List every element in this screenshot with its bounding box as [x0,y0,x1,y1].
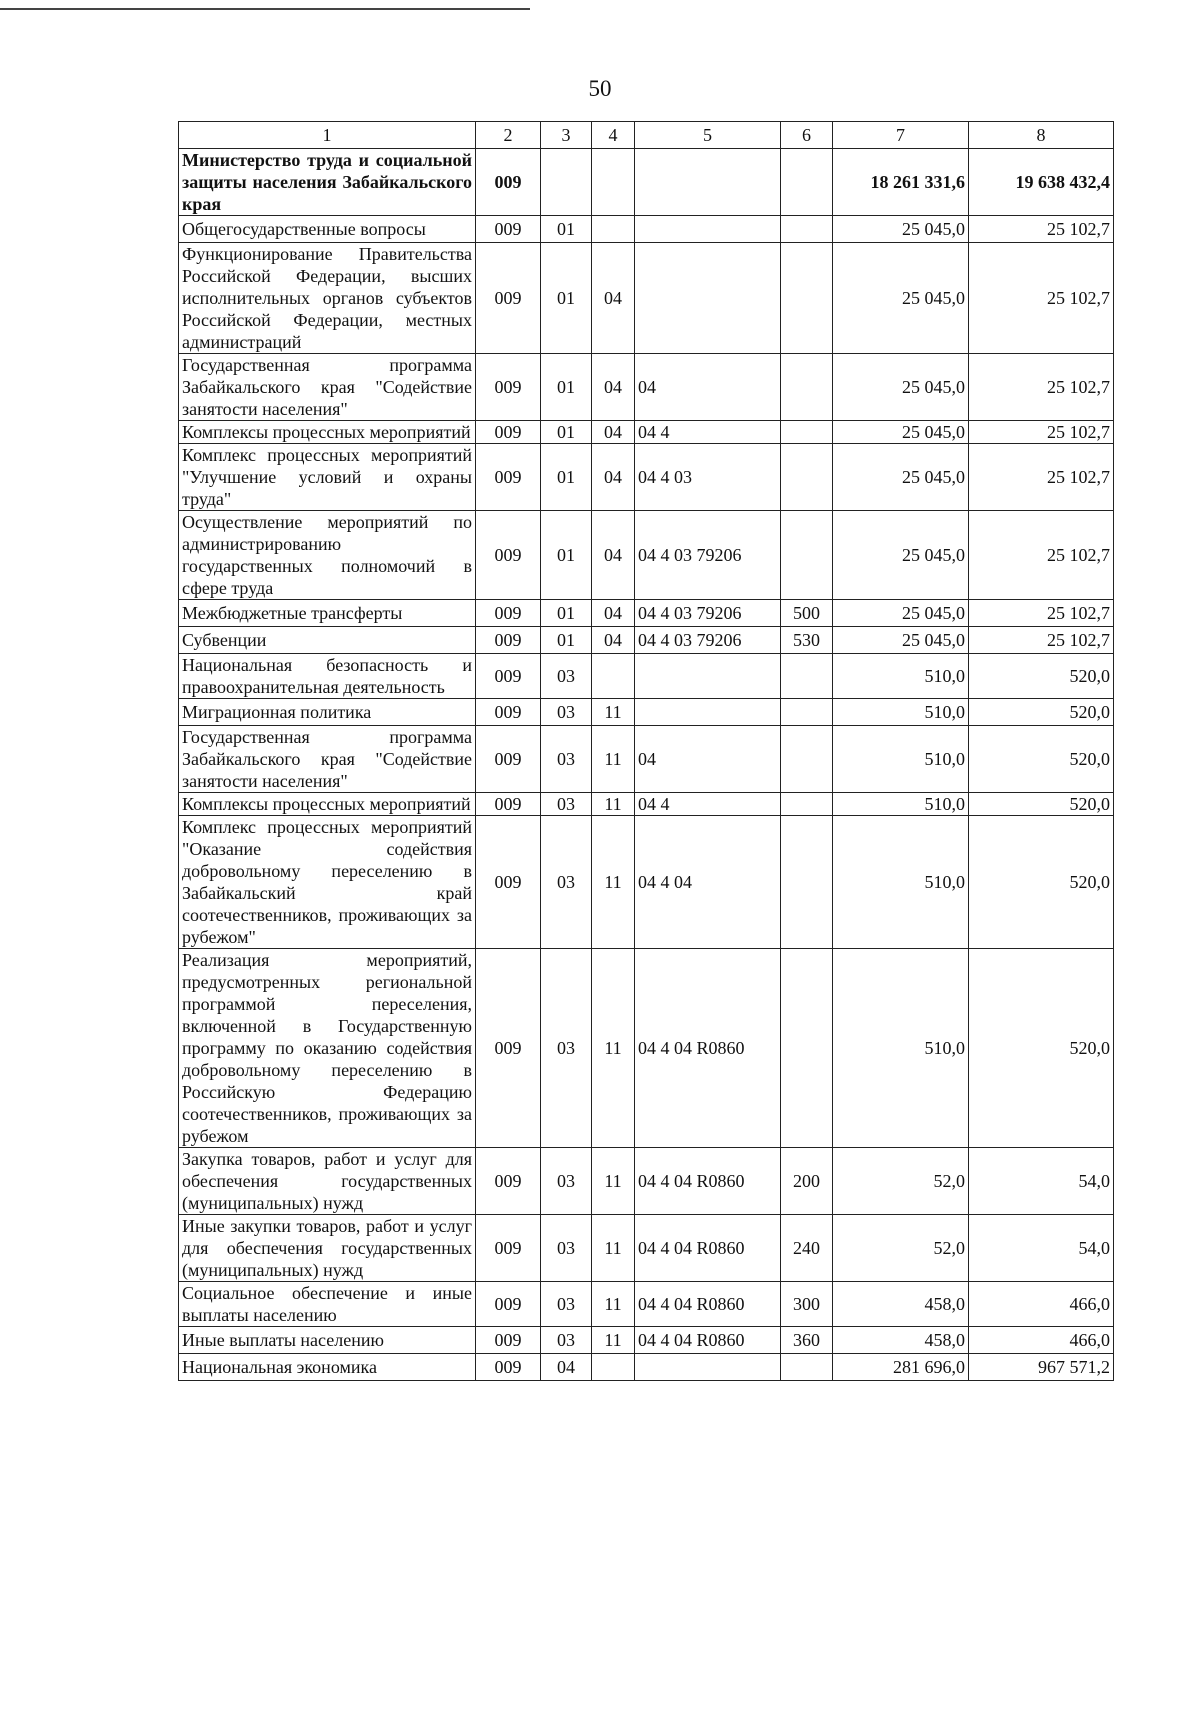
row-amount-col8: 520,0 [969,699,1114,726]
row-name: Комплекс процессных мероприятий "Оказание содействия добровольному переселению в Забайкальский край соотечественников, проживающих за рубежом" [179,816,476,949]
row-expense-type [781,949,833,1148]
table-row [179,149,1114,216]
header-col-8: 8 [969,122,1114,149]
row-name: Иные выплаты населению [179,1327,476,1354]
header-col-7: 7 [833,122,969,149]
row-ministry-code: 009 [476,627,541,654]
row-amount-col8: 25 102,7 [969,627,1114,654]
row-name: Комплексы процессных мероприятий [179,793,476,816]
table-body [179,149,1114,1381]
row-section-code: 01 [541,354,592,421]
row-ministry-code: 009 [476,1215,541,1282]
row-name: Государственная программа Забайкальского края "Содействие занятости населения" [179,354,476,421]
row-ministry-code: 009 [476,444,541,511]
table-row [179,1215,1114,1282]
row-subsection-code: 04 [592,511,635,600]
row-section-code: 03 [541,654,592,699]
row-amount-col7: 458,0 [833,1282,969,1327]
row-expense-type [781,421,833,444]
row-subsection-code: 04 [592,354,635,421]
table-row [179,816,1114,949]
table-row [179,1327,1114,1354]
page-top-rule [0,8,530,10]
row-target-article: 04 4 [635,793,781,816]
row-section-code: 03 [541,1282,592,1327]
row-section-code: 03 [541,816,592,949]
row-name: Социальное обеспечение и иные выплаты населению [179,1282,476,1327]
row-target-article: 04 4 04 R0860 [635,1215,781,1282]
row-section-code: 03 [541,1215,592,1282]
row-name: Закупка товаров, работ и услуг для обеспечения государственных (муниципальных) нужд [179,1148,476,1215]
row-expense-type: 240 [781,1215,833,1282]
row-section-code [541,149,592,216]
table-row [179,354,1114,421]
row-ministry-code: 009 [476,816,541,949]
row-ministry-code: 009 [476,216,541,243]
row-name: Национальная безопасность и правоохранительная деятельность [179,654,476,699]
row-amount-col8: 25 102,7 [969,444,1114,511]
row-amount-col7: 52,0 [833,1215,969,1282]
row-expense-type [781,216,833,243]
row-subsection-code: 11 [592,793,635,816]
row-section-code: 01 [541,600,592,627]
row-target-article: 04 [635,726,781,793]
header-col-3: 3 [541,122,592,149]
row-ministry-code: 009 [476,354,541,421]
row-amount-col8: 520,0 [969,816,1114,949]
row-target-article: 04 4 03 [635,444,781,511]
row-target-article [635,216,781,243]
row-section-code: 04 [541,1354,592,1381]
row-subsection-code: 11 [592,1215,635,1282]
header-row [179,122,1114,149]
row-amount-col7: 510,0 [833,793,969,816]
row-subsection-code: 11 [592,699,635,726]
row-section-code: 01 [541,511,592,600]
table-row [179,1282,1114,1327]
row-subsection-code: 04 [592,600,635,627]
row-name: Общегосударственные вопросы [179,216,476,243]
row-target-article: 04 4 04 [635,816,781,949]
table-row [179,243,1114,354]
row-expense-type [781,511,833,600]
row-name: Реализация мероприятий, предусмотренных региональной программой переселения, включенной в Государственную программу по оказанию содействия добровольному переселению в Российскую Федерацию соотечественников, проживающих за рубежом [179,949,476,1148]
row-amount-col7: 18 261 331,6 [833,149,969,216]
row-amount-col7: 510,0 [833,726,969,793]
row-ministry-code: 009 [476,699,541,726]
row-target-article [635,654,781,699]
row-name: Комплексы процессных мероприятий [179,421,476,444]
table-row [179,511,1114,600]
row-amount-col7: 510,0 [833,699,969,726]
row-expense-type [781,149,833,216]
row-target-article: 04 4 04 R0860 [635,1282,781,1327]
row-amount-col8: 25 102,7 [969,511,1114,600]
row-subsection-code: 04 [592,444,635,511]
row-subsection-code: 11 [592,816,635,949]
row-target-article: 04 4 04 R0860 [635,1327,781,1354]
row-amount-col7: 25 045,0 [833,627,969,654]
row-amount-col8: 54,0 [969,1148,1114,1215]
row-subsection-code [592,1354,635,1381]
row-ministry-code: 009 [476,654,541,699]
table-row [179,793,1114,816]
row-target-article [635,149,781,216]
row-expense-type [781,816,833,949]
table-row [179,699,1114,726]
header-col-2: 2 [476,122,541,149]
row-name: Национальная экономика [179,1354,476,1381]
row-ministry-code: 009 [476,1282,541,1327]
row-expense-type [781,793,833,816]
page-number: 50 [588,76,612,101]
row-amount-col8: 25 102,7 [969,354,1114,421]
row-expense-type [781,1354,833,1381]
row-name: Субвенции [179,627,476,654]
row-name: Функционирование Правительства Российской Федерации, высших исполнительных органов субъектов Российской Федерации, местных администраций [179,243,476,354]
row-name: Комплекс процессных мероприятий "Улучшение условий и охраны труда" [179,444,476,511]
row-target-article [635,243,781,354]
row-expense-type: 200 [781,1148,833,1215]
row-subsection-code [592,216,635,243]
row-amount-col8: 25 102,7 [969,600,1114,627]
row-amount-col7: 281 696,0 [833,1354,969,1381]
budget-table [178,121,1114,1381]
row-target-article [635,699,781,726]
table-row [179,627,1114,654]
row-ministry-code: 009 [476,793,541,816]
row-amount-col8: 19 638 432,4 [969,149,1114,216]
table-row [179,726,1114,793]
row-amount-col7: 25 045,0 [833,511,969,600]
row-amount-col7: 25 045,0 [833,600,969,627]
row-subsection-code: 11 [592,1282,635,1327]
row-section-code: 01 [541,216,592,243]
row-subsection-code: 04 [592,627,635,654]
row-expense-type: 530 [781,627,833,654]
row-subsection-code [592,149,635,216]
row-target-article: 04 4 04 R0860 [635,949,781,1148]
row-target-article [635,1354,781,1381]
header-col-6: 6 [781,122,833,149]
row-ministry-code: 009 [476,949,541,1148]
row-amount-col7: 510,0 [833,816,969,949]
row-name: Иные закупки товаров, работ и услуг для обеспечения государственных (муниципальных) нужд [179,1215,476,1282]
row-expense-type [781,354,833,421]
row-ministry-code: 009 [476,421,541,444]
row-amount-col7: 25 045,0 [833,444,969,511]
row-target-article: 04 [635,354,781,421]
row-name: Межбюджетные трансферты [179,600,476,627]
row-section-code: 01 [541,243,592,354]
row-ministry-code: 009 [476,600,541,627]
row-ministry-code: 009 [476,149,541,216]
row-section-code: 03 [541,1327,592,1354]
row-amount-col8: 466,0 [969,1327,1114,1354]
row-subsection-code: 11 [592,1148,635,1215]
row-subsection-code: 11 [592,949,635,1148]
row-section-code: 03 [541,949,592,1148]
row-amount-col8: 520,0 [969,654,1114,699]
row-section-code: 03 [541,699,592,726]
row-section-code: 01 [541,421,592,444]
row-ministry-code: 009 [476,1148,541,1215]
row-subsection-code: 11 [592,1327,635,1354]
row-ministry-code: 009 [476,511,541,600]
row-amount-col8: 967 571,2 [969,1354,1114,1381]
table-row [179,654,1114,699]
row-amount-col7: 25 045,0 [833,243,969,354]
row-amount-col8: 520,0 [969,726,1114,793]
row-amount-col8: 54,0 [969,1215,1114,1282]
table-row [179,1354,1114,1381]
row-amount-col8: 466,0 [969,1282,1114,1327]
row-expense-type [781,699,833,726]
row-amount-col7: 458,0 [833,1327,969,1354]
row-expense-type: 360 [781,1327,833,1354]
row-amount-col8: 25 102,7 [969,216,1114,243]
header-col-1: 1 [179,122,476,149]
row-target-article: 04 4 03 79206 [635,627,781,654]
row-amount-col7: 510,0 [833,654,969,699]
header-col-4: 4 [592,122,635,149]
row-ministry-code: 009 [476,1327,541,1354]
row-ministry-code: 009 [476,243,541,354]
row-target-article: 04 4 03 79206 [635,511,781,600]
row-expense-type [781,444,833,511]
row-ministry-code: 009 [476,1354,541,1381]
row-subsection-code: 04 [592,421,635,444]
row-amount-col7: 25 045,0 [833,421,969,444]
row-section-code: 01 [541,627,592,654]
row-section-code: 03 [541,726,592,793]
row-target-article: 04 4 [635,421,781,444]
row-target-article: 04 4 03 79206 [635,600,781,627]
row-ministry-code: 009 [476,726,541,793]
table-row [179,949,1114,1148]
row-expense-type [781,654,833,699]
row-subsection-code: 11 [592,726,635,793]
row-expense-type: 300 [781,1282,833,1327]
table-row [179,444,1114,511]
row-amount-col7: 25 045,0 [833,354,969,421]
row-expense-type [781,726,833,793]
row-amount-col7: 52,0 [833,1148,969,1215]
row-name: Государственная программа Забайкальского края "Содействие занятости населения" [179,726,476,793]
row-name: Осуществление мероприятий по администрированию государственных полномочий в сфере труда [179,511,476,600]
row-amount-col7: 510,0 [833,949,969,1148]
row-amount-col8: 520,0 [969,949,1114,1148]
row-expense-type: 500 [781,600,833,627]
row-subsection-code: 04 [592,243,635,354]
row-name: Министерство труда и социальной защиты населения Забайкальского края [179,149,476,216]
row-section-code: 03 [541,793,592,816]
row-expense-type [781,243,833,354]
row-section-code: 03 [541,1148,592,1215]
row-name: Миграционная политика [179,699,476,726]
row-amount-col7: 25 045,0 [833,216,969,243]
row-section-code: 01 [541,444,592,511]
table-row [179,1148,1114,1215]
row-amount-col8: 520,0 [969,793,1114,816]
row-amount-col8: 25 102,7 [969,421,1114,444]
table-row [179,600,1114,627]
row-amount-col8: 25 102,7 [969,243,1114,354]
row-target-article: 04 4 04 R0860 [635,1148,781,1215]
table-row [179,216,1114,243]
header-col-5: 5 [635,122,781,149]
table-row [179,421,1114,444]
row-subsection-code [592,654,635,699]
